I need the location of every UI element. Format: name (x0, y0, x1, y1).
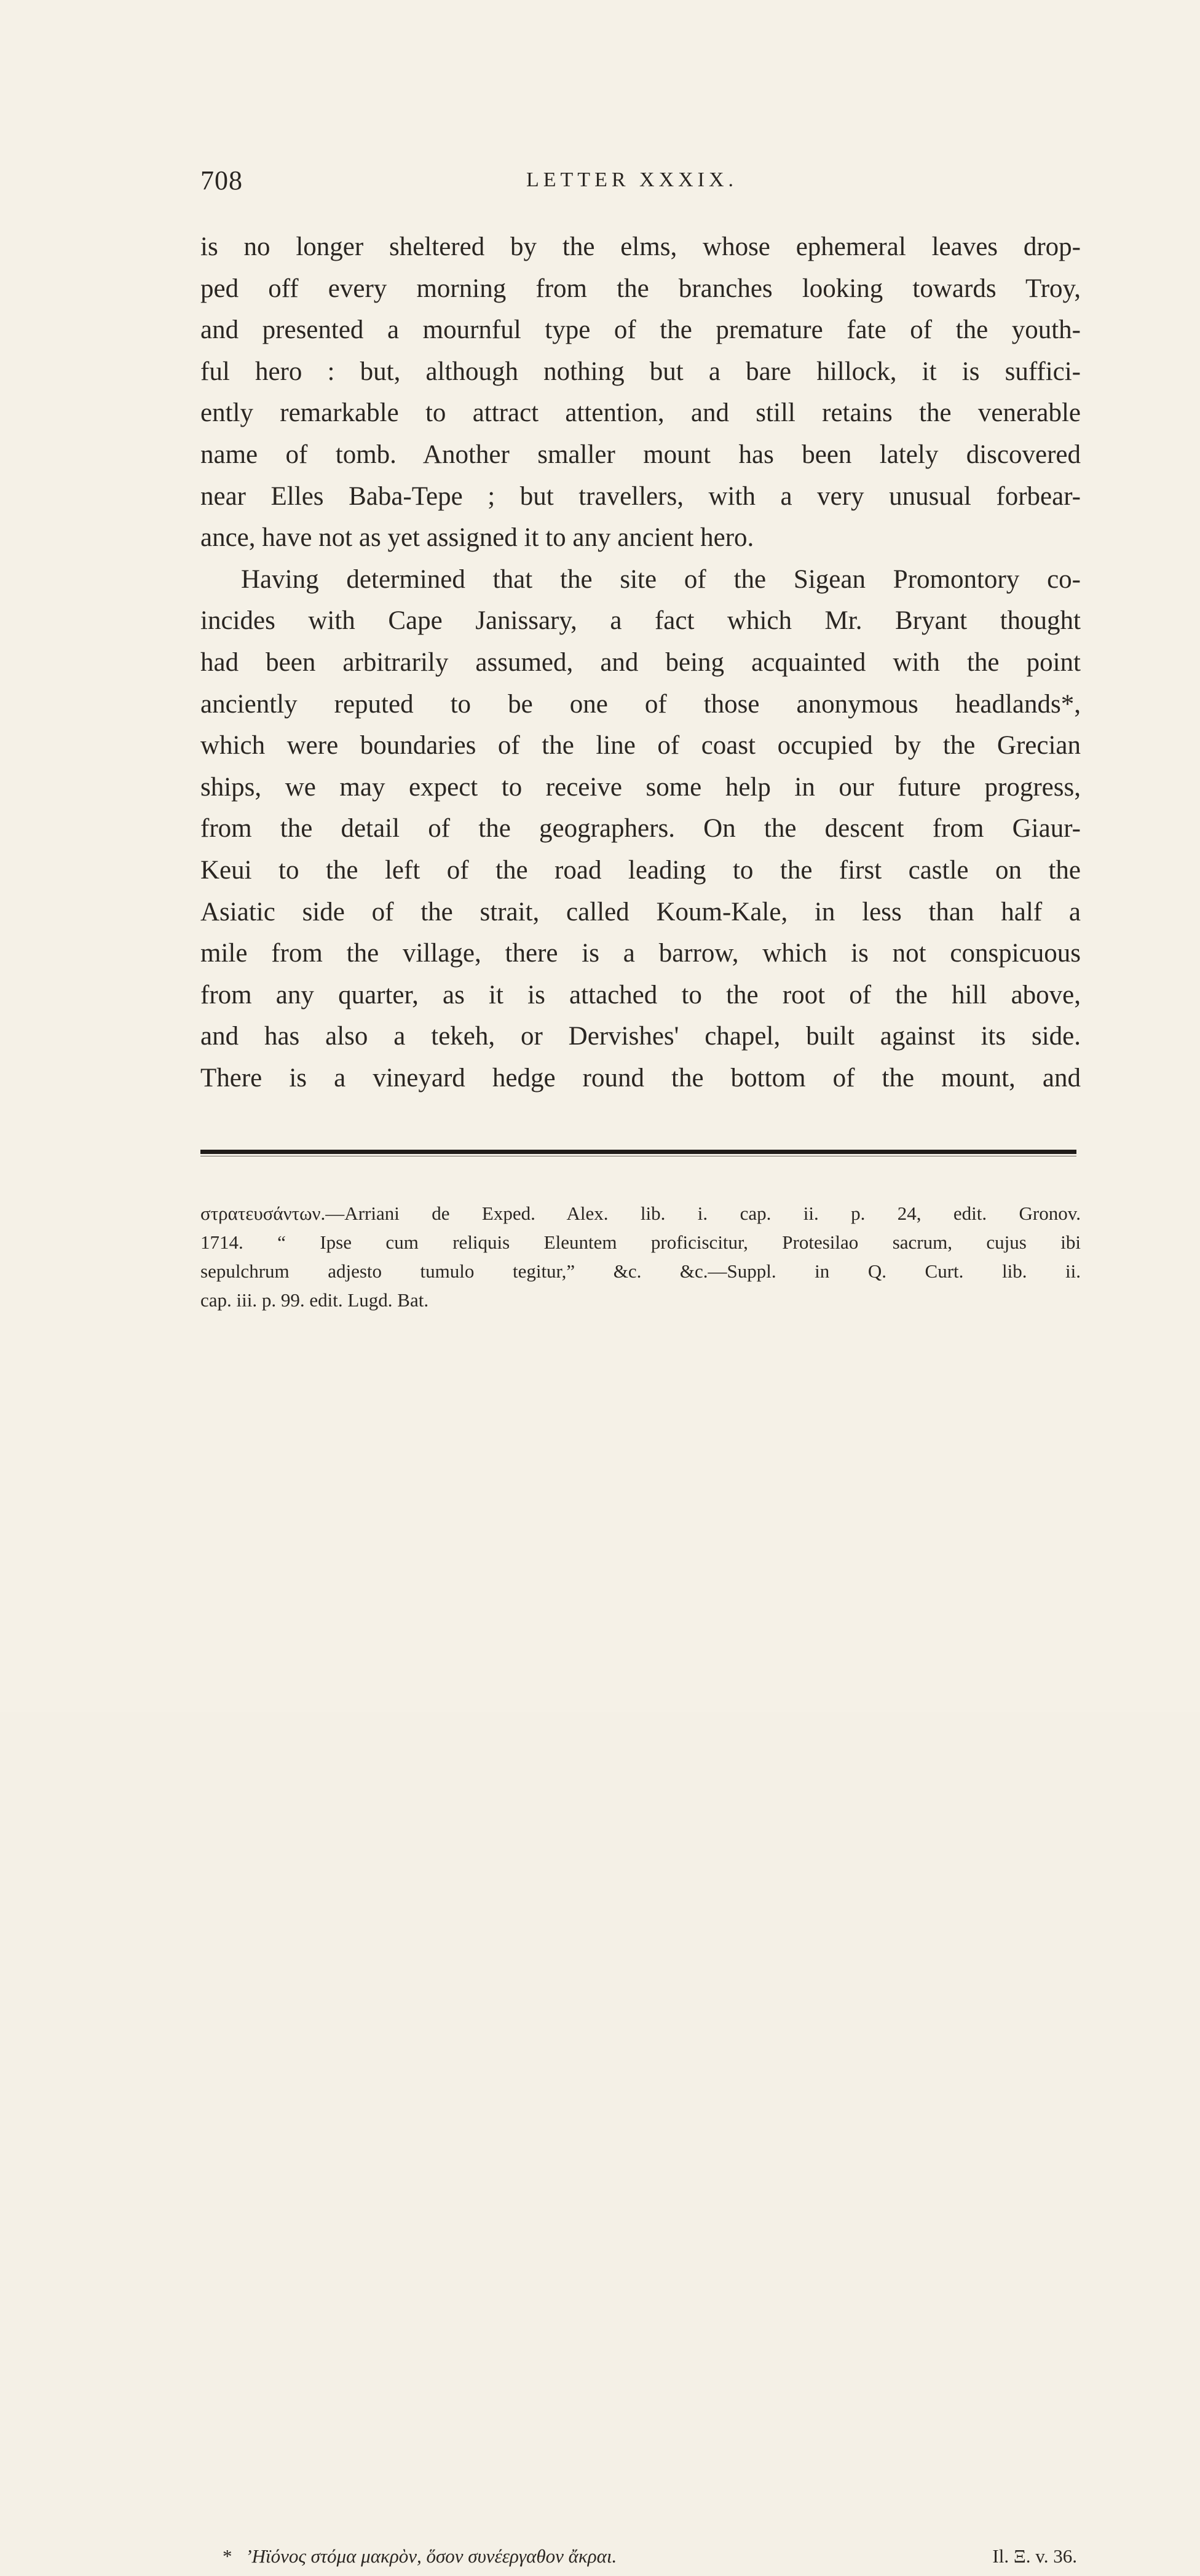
text-line: incides with Cape Janissary, a fact which Mr. Bryant thought (200, 606, 1081, 636)
text-line: had been arbitrarily assumed, and being acquainted with the point (200, 647, 1081, 677)
text-line: ships, we may expect to receive some help in our future progress, (200, 772, 1081, 802)
footnotes (200, 1199, 1081, 2567)
text-line: ently remarkable to attract attention, and still retains the venerable (200, 398, 1081, 428)
running-head: LETTER XXXIX. (526, 168, 738, 191)
text-line: near Elles Baba-Tepe ; but travellers, with a very unusual forbear- (200, 481, 1081, 511)
text-line: Asiatic side of the strait, called Koum-Kale, in less than half a (200, 897, 1081, 926)
text-line: and presented a mournful type of the premature fate of the youth- (200, 315, 1081, 345)
footnote-line: sepulchrum adjesto tumulo tegitur,” &c. &c.—Suppl. in Q. Curt. lib. ii. (200, 1260, 1081, 1282)
footnote-rule (200, 1150, 1076, 1154)
body-text (200, 226, 1081, 1099)
greek-verse: ’Ηϊόνος στόμα μακρὸν, ὅσον συνέεργαθον ἄκραι. (245, 2545, 617, 2567)
page-header (200, 165, 1080, 202)
page-number: 708 (200, 165, 243, 196)
text-line: Having determined that the site of the Sigean Promontory co- (241, 564, 1081, 594)
text-line: is no longer sheltered by the elms, whose ephemeral leaves drop- (200, 232, 1081, 261)
greek-footnote (223, 2545, 1077, 2576)
text-line: ful hero : but, although nothing but a bare hillock, it is suffici- (200, 357, 1081, 386)
text-line: anciently reputed to be one of those anonymous headlands*, (200, 689, 1081, 719)
text-line: ped off every morning from the branches looking towards Troy, (200, 274, 1081, 303)
text-line: ance, have not as yet assigned it to any ancient hero. (200, 523, 754, 553)
text-line: from any quarter, as it is attached to the root of the hill above, (200, 980, 1081, 1009)
footnote-line: 1714. “ Ipse cum reliquis Eleuntem proficiscitur, Protesilao sacrum, cujus ibi (200, 1231, 1081, 1253)
text-line: There is a vineyard hedge round the bottom of the mount, and (200, 1063, 1081, 1092)
text-line: mile from the village, there is a barrow, which is not conspicuous (200, 939, 1081, 968)
footnote-line: cap. iii. p. 99. edit. Lugd. Bat. (200, 1289, 429, 1311)
text-line: which were boundaries of the line of coast occupied by the Grecian (200, 731, 1081, 761)
footnote-line: στρατευσάντων.—Arriani de Exped. Alex. lib. i. cap. ii. p. 24, edit. Gronov. (200, 1203, 1081, 1224)
text-line: name of tomb. Another smaller mount has been lately discovered (200, 440, 1081, 469)
text-line: and has also a tekeh, or Dervishes' chapel, built against its side. (200, 1022, 1081, 1051)
footnote-marker: * (223, 2545, 232, 2567)
text-line: from the detail of the geographers. On the descent from Giaur- (200, 814, 1081, 844)
iliad-reference: Il. Ξ. v. 36. (992, 2545, 1077, 2567)
text-line: Keui to the left of the road leading to the first castle on the (200, 855, 1081, 885)
